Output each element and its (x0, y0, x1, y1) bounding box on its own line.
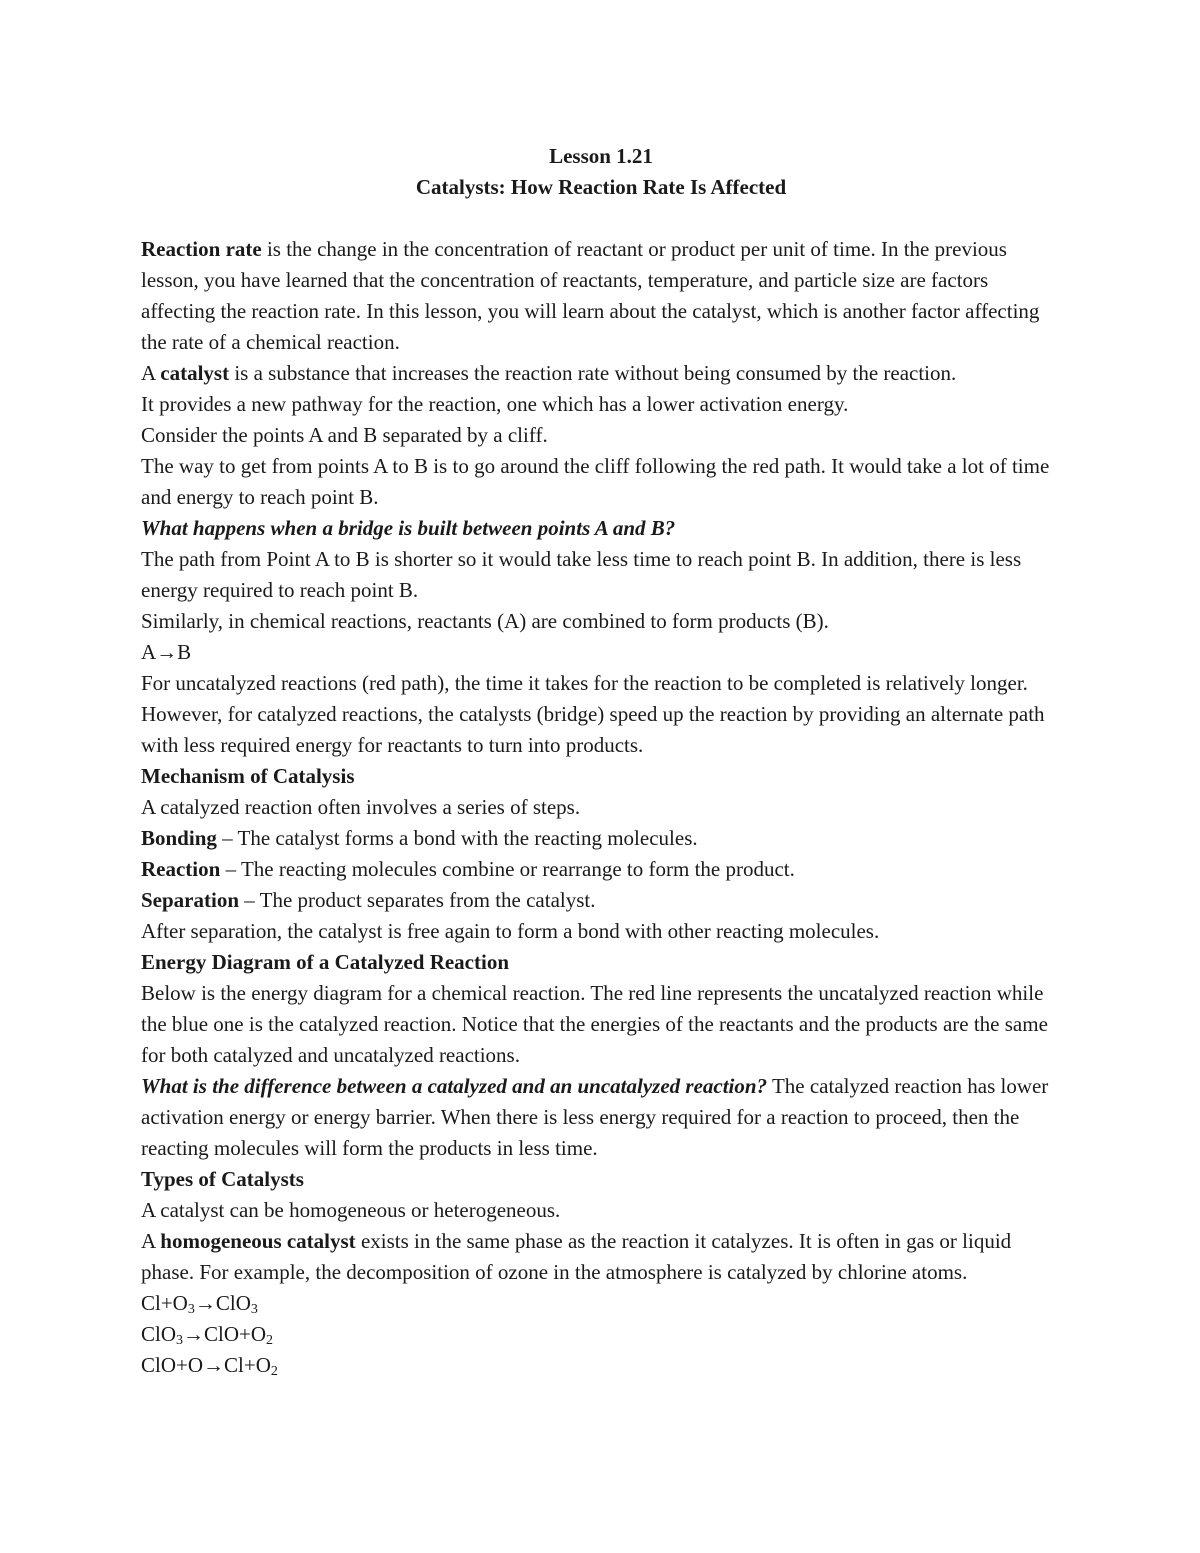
document-page (141, 141, 1061, 1381)
term-homogeneous-catalyst: homogeneous catalyst (160, 1229, 356, 1253)
equation-2: $ClO_3\to ClO+O_2$ (141, 1322, 274, 1348)
uncatalyzed-paragraph: For uncatalyzed reactions (red path), the time it takes for the reaction to be completed is relatively longer. However, for catalyzed reactions, the catalysts (bridge) speed up the reaction by providing an alternate path with less required energy for reactants to turn into products. (141, 671, 1045, 757)
equation-1: $Cl+O_3\to ClO_3$ (141, 1291, 258, 1317)
below-paragraph: Below is the energy diagram for a chemical reaction. The red line represents the uncatalyzed reaction while the blue one is the catalyzed reaction. Notice that the energies of the reactants and the products are the same for both catalyzed and uncatalyzed reactions. (141, 981, 1048, 1067)
step-separation: Separation – The product separates from the catalyst. (141, 888, 596, 912)
intro-paragraph: Reaction rate is the change in the concentration of reactant or product per unit of time. In the previous lesson, you have learned that the concentration of reactants, temperature, and particle size are factors affecting the reaction rate. In this lesson, you will learn about the catalyst, which is another factor affecting the rate of a chemical reaction. (141, 237, 1040, 354)
after-paragraph: After separation, the catalyst is free again to form a bond with other reacting molecules. (141, 919, 880, 943)
energy-heading: Energy Diagram of a Catalyzed Reaction (141, 950, 510, 974)
homogeneous-paragraph: A homogeneous catalyst exists in the same phase as the reaction it catalyzes. It is often in gas or liquid phase. For example, the decomposition of ozone in the atmosphere is catalyzed by chlorine atoms. (141, 1229, 1012, 1284)
pathway-paragraph: It provides a new pathway for the reaction, one which has a lower activation energy. (141, 392, 849, 416)
types-heading: Types of Catalysts (141, 1167, 304, 1191)
bridge-question: What happens when a bridge is built between points A and B? (141, 516, 676, 540)
lesson-title: Catalysts: How Reaction Rate Is Affected (415, 175, 787, 199)
lesson-number: Lesson 1.21 (549, 144, 653, 168)
shorter-paragraph: The path from Point A to B is shorter so it would take less time to reach point B. In addition, there is less energy required to reach point B. (141, 547, 1022, 602)
catalyst-definition: A catalyst is a substance that increases the reaction rate without being consumed by the reaction. (141, 361, 957, 385)
types-paragraph: A catalyst can be homogeneous or heterogeneous. (141, 1198, 561, 1222)
equation-a-to-b: A→B (141, 640, 192, 664)
difference-question: What is the difference between a catalyzed and an uncatalyzed reaction? (141, 1074, 768, 1098)
series-paragraph: A catalyzed reaction often involves a series of steps. (141, 795, 581, 819)
similarly-paragraph: Similarly, in chemical reactions, reactants (A) are combined to form products (B). (141, 609, 829, 633)
mechanism-heading: Mechanism of Catalysis (141, 764, 355, 788)
term-catalyst: catalyst (160, 361, 230, 385)
consider-paragraph: Consider the points A and B separated by a cliff. (141, 423, 548, 447)
title-block (141, 141, 1061, 203)
way-paragraph: The way to get from points A to B is to go around the cliff following the red path. It would take a lot of time and energy to reach point B. (141, 454, 1050, 509)
step-reaction: Reaction – The reacting molecules combine or rearrange to form the product. (141, 857, 795, 881)
difference-paragraph: What is the difference between a catalyzed and an uncatalyzed reaction? The catalyzed reaction has lower activation energy or energy barrier. When there is less energy required for a reaction to proceed, then the reacting molecules will form the products in less time. (141, 1074, 1049, 1160)
equation-3: $ClO+O\to Cl+O_2$ (141, 1353, 278, 1379)
term-reaction-rate: Reaction rate (141, 237, 262, 261)
step-bonding: Bonding – The catalyst forms a bond with the reacting molecules. (141, 826, 698, 850)
